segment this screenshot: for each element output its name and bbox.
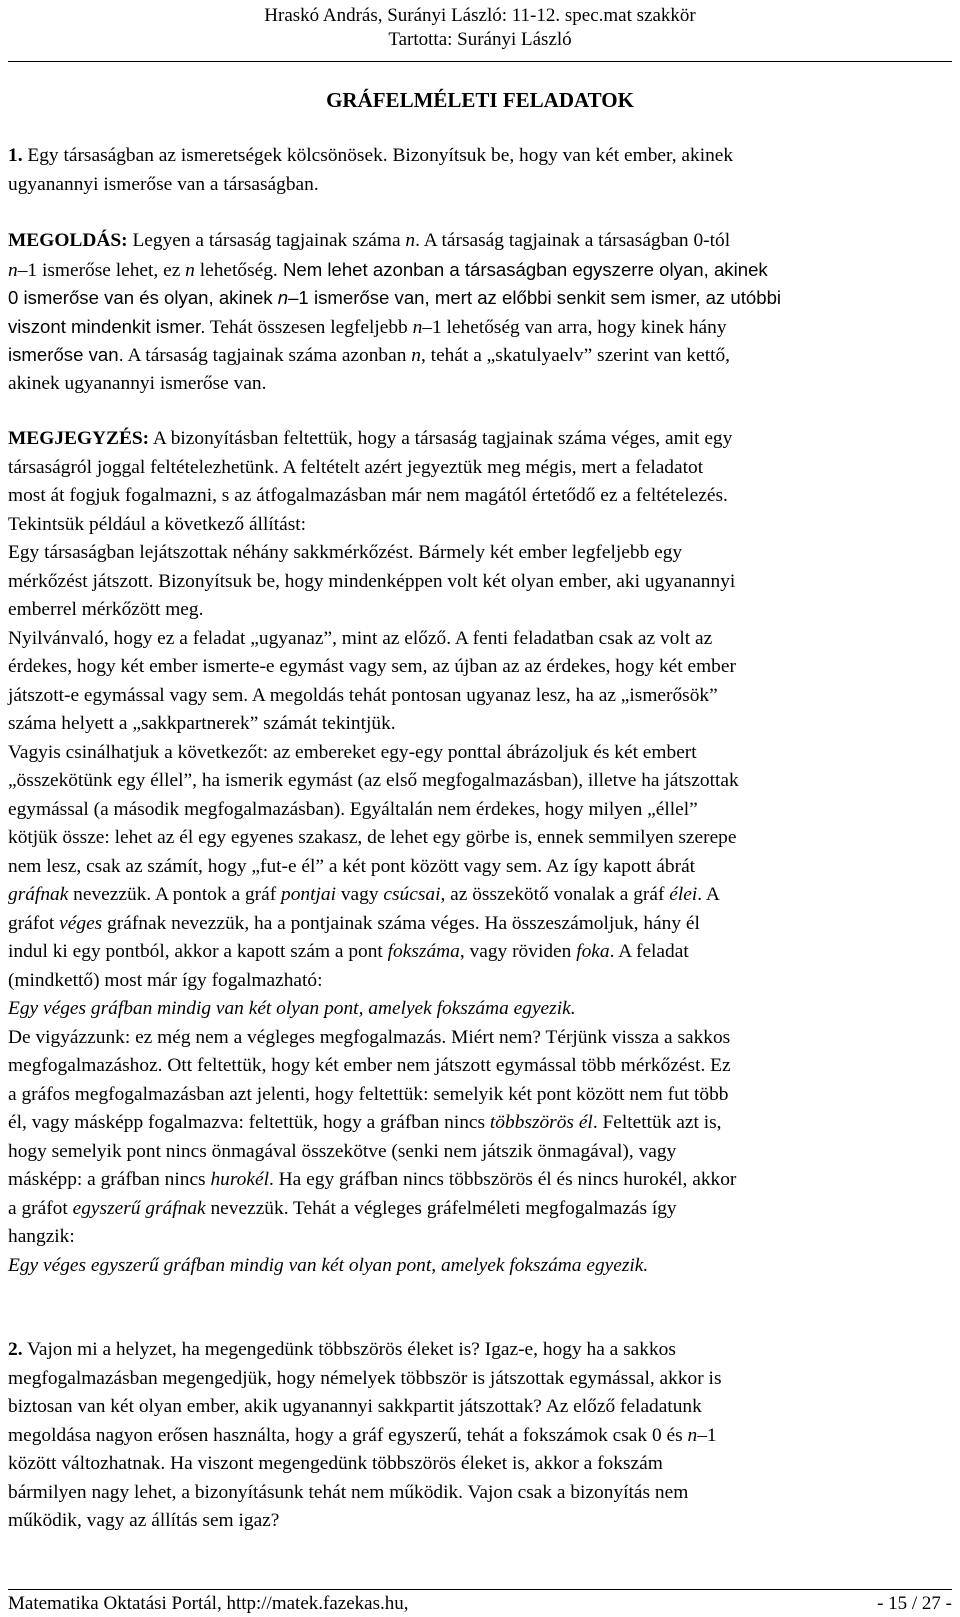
paragraph-line: a gráfot egyszerű gráfnak nevezzük. Tehát a végleges gráfelméleti megfogalmazás így xyxy=(8,1197,677,1219)
paragraph-line: ugyanannyi ismerőse van a társaságban. xyxy=(8,173,319,195)
paragraph-line: kötjük össze: lehet az él egy egyenes szakasz, de lehet egy görbe is, ennek semmilyen szerepe xyxy=(8,827,737,848)
solution xyxy=(8,227,952,398)
paragraph-line: bármilyen nagy lehet, a bizonyításunk tehát nem működik. Vajon csak a bizonyítás nem xyxy=(8,1481,689,1503)
term-grafnak: gráfnak xyxy=(8,884,69,905)
paragraph-line: él, vagy másképp fogalmazva: feltettük, hogy a gráfban nincs többszörös él. Feltettük azt is, xyxy=(8,1112,722,1133)
problem-number: 1. xyxy=(8,145,23,166)
paragraph-line xyxy=(8,1252,952,1281)
statement-1: Egy véges gráfban mindig van két olyan pont, amelyek fokszáma egyezik. xyxy=(8,998,576,1019)
paragraph-line: n–1 ismerőse lehet, ez n lehetőség. Nem lehet azonban a társaságban egyszerre olyan, akinek xyxy=(8,258,768,281)
paragraph-line: társaságról joggal feltételezhetünk. A feltételt azért jegyeztük meg mégis, mert a feladatot xyxy=(8,456,704,478)
remark-label: MEGJEGYZÉS: xyxy=(8,428,150,449)
paragraph-line: hogy semelyik pont nincs önmagával összekötve (senki nem játszik önmagával), vagy xyxy=(8,1140,677,1162)
paragraph-line: Egy társaságban lejátszottak néhány sakkmérkőzést. Bármely két ember legfeljebb egy xyxy=(8,542,683,563)
paragraph-line: Nyilvánvaló, hogy ez a feladat „ugyanaz”, mint az előző. A fenti feladatban csak az volt az xyxy=(8,627,713,649)
paragraph-line xyxy=(8,995,952,1024)
paragraph-line: „összekötünk egy éllel”, ha ismerik egymást (az első megfogalmazásban), illetve ha játszottak xyxy=(8,770,739,791)
problem-1 xyxy=(8,142,952,199)
paragraph-line: ismerőse van. A társaság tagjainak száma azonban n, tehát a „skatulyaelv” szerint van kettő, xyxy=(8,344,731,366)
paragraph-line: Vagyis csinálhatjuk a következőt: az embereket egy-egy ponttal ábrázoljuk és két embert xyxy=(8,741,697,763)
paragraph-line: 0 ismerőse van és olyan, akinek n–1 ismerőse van, mert az előbbi senkit sem ismer, az utóbbi xyxy=(8,287,782,308)
solution-label: MEGOLDÁS: xyxy=(8,230,128,251)
paragraph-line: másképp: a gráfban nincs hurokél. Ha egy gráfban nincs többszörös él és nincs hurokél, akkor xyxy=(8,1169,737,1190)
problem-number: 2. xyxy=(8,1339,23,1360)
paragraph-line: MEGJEGYZÉS: A bizonyításban feltettük, hogy a társaság tagjainak száma véges, amit egy xyxy=(8,428,733,449)
paragraph-line: nem lesz, csak az számít, hogy „fut-e él” a két pont között vagy sem. Az így kapott ábrát xyxy=(8,855,696,877)
paragraph-line: De vigyázzunk: ez még nem a végleges megfogalmazás. Miért nem? Térjünk vissza a sakkos xyxy=(8,1026,731,1048)
paragraph-line: száma helyett a „sakkpartnerek” számát tekintjük. xyxy=(8,713,396,734)
paragraph-line: 1. Egy társaságban az ismeretségek kölcsönösek. Bizonyítsuk be, hogy van két ember, akinek xyxy=(8,145,734,166)
paragraph-line: megfogalmazásban megengedjük, hogy némelyek többször is játszottak egymással, akkor is xyxy=(8,1367,722,1389)
footer-divider xyxy=(8,1589,952,1590)
header-line-1: Hraskó András, Surányi László: 11-12. spec.mat szakkör xyxy=(264,5,696,26)
paragraph-line: most át fogjuk fogalmazni, s az átfogalmazásban már nem magától értetődő ez a feltételezés. xyxy=(8,485,728,506)
header-divider xyxy=(8,61,952,62)
paragraph-line: mérkőzést játszott. Bizonyítsuk be, hogy mindenképpen volt két olyan ember, aki ugyanannyi xyxy=(8,570,736,592)
problem-2 xyxy=(8,1336,952,1536)
paragraph-line: megfogalmazáshoz. Ott feltettük, hogy két ember nem játszott egymással több mérkőzést. Ez xyxy=(8,1055,731,1076)
remark xyxy=(8,425,952,1280)
statement-2: Egy véges egyszerű gráfban mindig van két olyan pont, amelyek fokszáma egyezik. xyxy=(8,1254,649,1276)
paragraph-line: hangzik: xyxy=(8,1226,75,1247)
paragraph-line: Tekintsük például a következő állítást: xyxy=(8,513,307,535)
paragraph-line: (mindkettő) most már így fogalmazható: xyxy=(8,969,323,991)
paragraph-line: a gráfos megfogalmazásban azt jelenti, hogy feltettük: semelyik két pont között nem fut több xyxy=(8,1083,729,1105)
paragraph-line: működik, vagy az állítás sem igaz? xyxy=(8,1510,280,1531)
paragraph-line: biztosan van két olyan ember, akik ugyanannyi sakkpartit játszottak? Az előző feladatunk xyxy=(8,1396,702,1417)
paragraph-line: MEGOLDÁS: Legyen a társaság tagjainak száma n. A társaság tagjainak a társaságban 0-tól xyxy=(8,230,731,251)
paragraph-line: között változhatnak. Ha viszont megengedünk többszörös éleket is, akkor a fokszám xyxy=(8,1453,663,1474)
paragraph-line: gráfnak nevezzük. A pontok a gráf pontjai vagy csúcsai, az összekötő vonalak a gráf élei. A xyxy=(8,884,720,905)
paragraph-line: emberrel mérkőzött meg. xyxy=(8,599,204,620)
paragraph-line: játszott-e egymással vagy sem. A megoldás tehát pontosan ugyanaz lesz, ha az „ismerősök” xyxy=(8,684,718,706)
page-number: - 15 / 27 - xyxy=(877,1593,952,1614)
paragraph-line: viszont mindenkit ismer. Tehát összesen legfeljebb n–1 lehetőség van arra, hogy kinek hány xyxy=(8,315,727,338)
paragraph-line: gráfot véges gráfnak nevezzük, ha a pontjainak száma véges. Ha összeszámoljuk, hány él xyxy=(8,912,700,934)
paragraph-line: 2. Vajon mi a helyzet, ha megengedünk többszörös éleket is? Igaz-e, hogy ha a sakkos xyxy=(8,1339,676,1360)
paragraph-line: egymással (a második megfogalmazásban). Egyáltalán nem érdekes, hogy milyen „éllel” xyxy=(8,798,698,820)
header-line-2: Tartotta: Surányi László xyxy=(388,29,572,50)
paragraph-line: indul ki egy pontból, akkor a kapott szám a pont fokszáma, vagy röviden foka. A feladat xyxy=(8,941,689,962)
paragraph-line: érdekes, hogy két ember ismerte-e egymást vagy sem, az újban az az érdekes, hogy két ember xyxy=(8,656,736,677)
paragraph-line: akinek ugyanannyi ismerőse van. xyxy=(8,372,267,394)
page-title: GRÁFELMÉLETI FELADATOK xyxy=(326,88,634,112)
paragraph-line: megoldása nagyon erősen használta, hogy a gráf egyszerű, tehát a fokszámok csak 0 és n–1 xyxy=(8,1424,717,1446)
footer-source: Matematika Oktatási Portál, http://matek.fazekas.hu, xyxy=(8,1593,409,1614)
